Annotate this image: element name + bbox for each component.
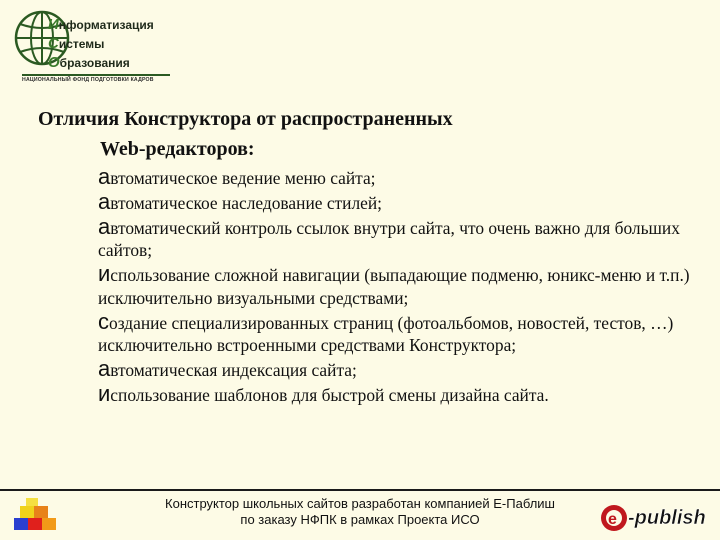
title-line-1: Отличия Конструктора от распространенных — [38, 108, 453, 130]
list-item: автоматический контроль ссылок внутри сайта, что очень важно для больших сайтов; — [98, 214, 680, 261]
logo-fund-caption: НАЦИОНАЛЬНЫЙ ФОНД ПОДГОТОВКИ КАДРОВ — [22, 77, 154, 83]
title-line-2: Web-редакторов: — [100, 138, 255, 160]
footer-divider — [0, 489, 720, 491]
slide-title — [38, 104, 688, 164]
footer-line-2: по заказу НФПК в рамках Проекта ИСО — [240, 512, 480, 527]
building-blocks-icon — [10, 496, 60, 534]
list-item: использование шаблонов для быстрой смены дизайна сайта. — [98, 381, 549, 407]
logo-divider — [22, 74, 170, 76]
epublish-text: -publish — [628, 507, 706, 529]
logo-line-informatization: Информатизация — [48, 16, 154, 33]
footer-line-1: Конструктор школьных сайтов разработан компанией Е-Паблиш — [165, 496, 555, 511]
list-item: создание специализированных страниц (фотоальбомов, новостей, тестов, …) исключительно встроенными средствами Конструктора; — [98, 308, 674, 356]
iso-logo — [8, 6, 168, 84]
list-item: автоматическая индексация сайта; — [98, 356, 357, 382]
epublish-logo — [598, 496, 714, 536]
list-item: автоматическое ведение меню сайта; — [98, 164, 376, 189]
list-item: использование сложной навигации (выпадающие подменю, юникс-меню и т.п.) исключительно визуальными средствами; — [98, 261, 690, 308]
feature-list — [98, 166, 698, 408]
footer-credits — [120, 496, 600, 528]
logo-line-education: Образования — [48, 54, 130, 71]
logo-line-systems: Системы — [48, 35, 105, 52]
epublish-e: e — [608, 511, 617, 528]
list-item: автоматическое наследование стилей; — [98, 189, 382, 214]
